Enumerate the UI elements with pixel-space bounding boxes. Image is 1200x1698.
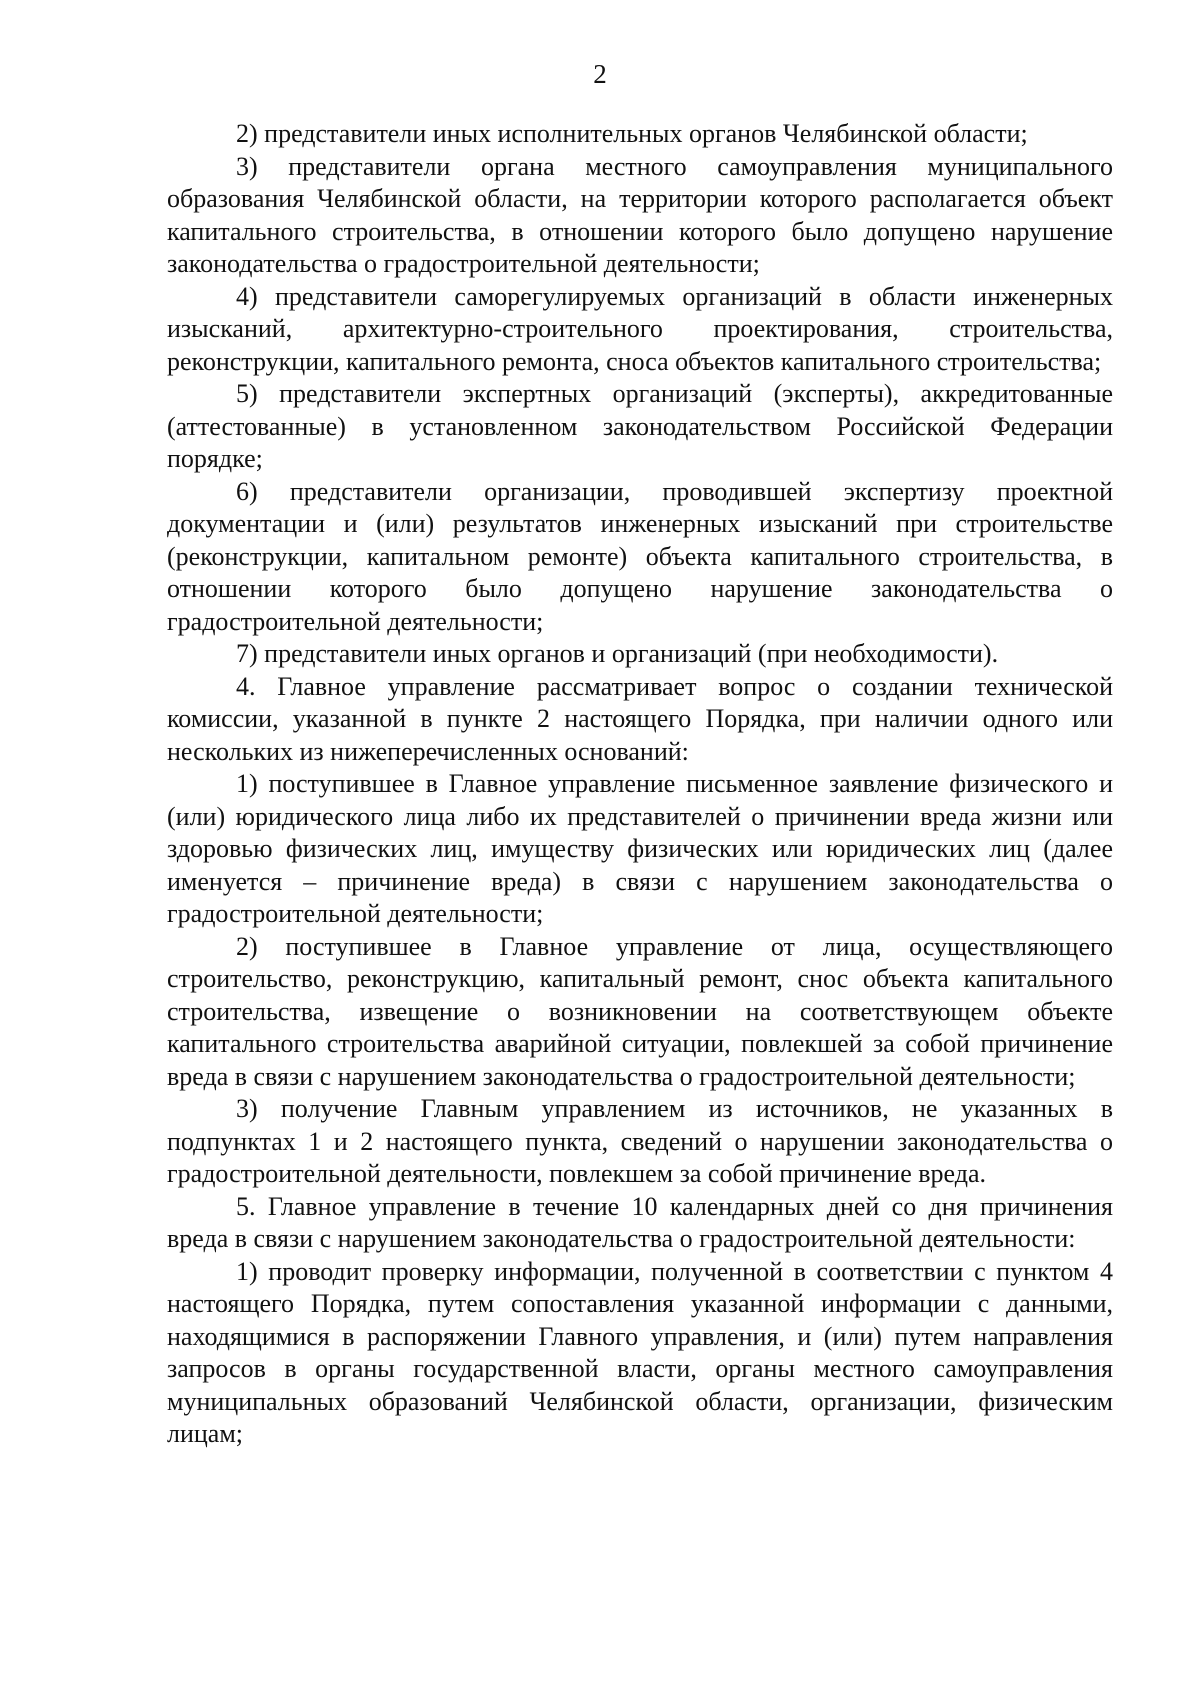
- paragraph-item-5-expert-orgs: 5) представители экспертных организаций (эксперты), аккредитованные (аттестованные) в установленном законодательством Российской Федерации порядке;: [167, 379, 1113, 473]
- paragraph-section-4-item-1: 1) поступившее в Главное управление письменное заявление физического и (или) юридического лица либо их представителей о причинении вреда жизни или здоровью физических лиц, имуществу физических или юридических лиц (далее именуется – причинение вреда) в связи с нарушением законодательства о градостроительной деятельности;: [167, 769, 1113, 928]
- paragraph-item-3-local-government: 3) представители органа местного самоуправления муниципального образования Челябинской области, на территории которого располагается объект капитального строительства, в отношении которого было допущено нарушение законодательства о градостроительной деятельности;: [167, 151, 1113, 278]
- document-body: [167, 118, 1113, 1451]
- paragraph-section-4-item-2: 2) поступившее в Главное управление от лица, осуществляющего строительство, реконструкцию, капитальный ремонт, снос объекта капитального строительства, извещение о возникновении на соответствующем объекте капитального строительства аварийной ситуации, повлекшей за собой причинение вреда в связи с нарушением законодательства о градостроительной деятельности;: [167, 931, 1113, 1091]
- paragraph-section-5: 5. Главное управление в течение 10 календарных дней со дня причинения вреда в связи с нарушением законодательства о градостроительной деятельности:: [167, 1191, 1113, 1253]
- paragraph-item-2-executive-bodies: 2) представители иных исполнительных органов Челябинской области;: [236, 119, 1028, 148]
- paragraph-section-5-item-1: 1) проводит проверку информации, полученной в соответствии с пунктом 4 настоящего Порядка, путем сопоставления указанной информации с данными, находящимися в распоряжении Главного управления, и (или) путем направления запросов в органы государственной власти, органы местного самоуправления муниципальных образований Челябинской области, организации, физическим лицам;: [167, 1256, 1113, 1448]
- paragraph-item-6-expertise-org: 6) представители организации, проводившей экспертизу проектной документации и (или) результатов инженерных изысканий при строительстве (реконструкции, капитальном ремонте) объекта капитального строительства, в отношении которого было допущено нарушение законодательства о градостроительной деятельности;: [167, 476, 1113, 636]
- paragraph-item-7-other-orgs: 7) представители иных органов и организаций (при необходимости).: [236, 639, 999, 668]
- page-number: 2: [593, 59, 607, 89]
- paragraph-section-4-item-3: 3) получение Главным управлением из источников, не указанных в подпунктах 1 и 2 настоящего пункта, сведений о нарушении законодательства о градостроительной деятельности, повлекшем за собой причинение вреда.: [167, 1094, 1113, 1188]
- paragraph-section-4: 4. Главное управление рассматривает вопрос о создании технической комиссии, указанной в пункте 2 настоящего Порядка, при наличии одного или нескольких из нижеперечисленных оснований:: [167, 671, 1113, 766]
- paragraph-item-4-self-regulating-orgs: 4) представители саморегулируемых организаций в области инженерных изысканий, архитектурно-строительного проектирования, строительства, реконструкции, капитального ремонта, сноса объектов капитального строительства;: [167, 281, 1113, 376]
